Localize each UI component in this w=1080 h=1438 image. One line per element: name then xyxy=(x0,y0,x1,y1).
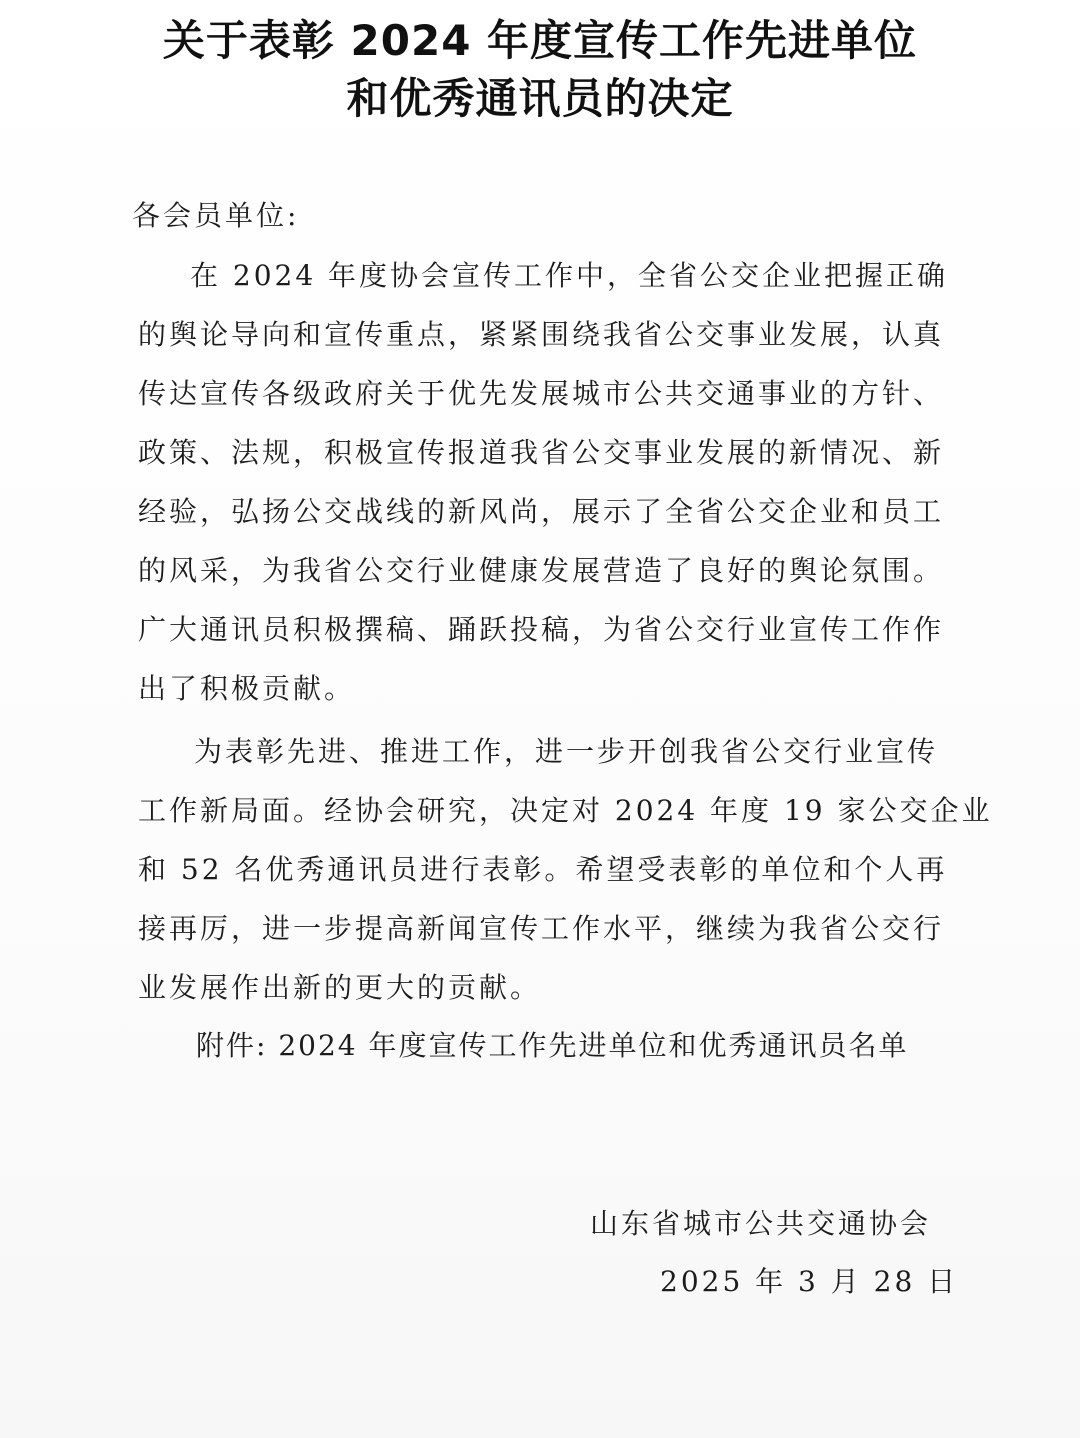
paragraph-2-line-1: 为表彰先进、推进工作，进一步开创我省公交行业宣传 xyxy=(194,735,939,768)
paragraph-1-line-4: 政策、法规，积极宣传报道我省公交事业发展的新情况、新 xyxy=(138,436,945,469)
paragraph-2-line-3: 和 52 名优秀通讯员进行表彰。希望受表彰的单位和个人再 xyxy=(138,853,948,886)
salutation: 各会员单位: xyxy=(132,199,300,232)
paragraph-1-line-2: 的舆论导向和宣传重点，紧紧围绕我省公交事业发展，认真 xyxy=(138,318,945,351)
document-title-line-2: 和优秀通讯员的决定 xyxy=(346,74,734,123)
paragraph-1-line-5: 经验，弘扬公交战线的新风尚，展示了全省公交企业和员工 xyxy=(138,495,945,528)
paragraph-2-line-2: 工作新局面。经协会研究，决定对 2024 年度 19 家公交企业 xyxy=(138,794,993,827)
paragraph-2-line-5: 业发展作出新的更大的贡献。 xyxy=(138,971,542,1004)
paragraph-2-line-4: 接再厉，进一步提高新闻宣传工作水平，继续为我省公交行 xyxy=(138,912,945,945)
document-title-line-1: 关于表彰 2024 年度宣传工作先进单位 xyxy=(162,16,918,65)
paragraph-1-line-8: 出了积极贡献。 xyxy=(138,672,356,705)
signature-organization: 山东省城市公共交通协会 xyxy=(590,1207,932,1240)
paragraph-1-line-1: 在 2024 年度协会宣传工作中，全省公交企业把握正确 xyxy=(190,259,949,292)
attachment-note: 附件: 2024 年度宣传工作先进单位和优秀通讯员名单 xyxy=(196,1029,909,1062)
signature-date: 2025 年 3 月 28 日 xyxy=(660,1265,959,1298)
paragraph-1-line-7: 广大通讯员积极撰稿、踊跃投稿，为省公交行业宣传工作作 xyxy=(138,613,945,646)
paragraph-1-line-6: 的风采，为我省公交行业健康发展营造了良好的舆论氛围。 xyxy=(138,554,945,587)
paragraph-1-line-3: 传达宣传各级政府关于优先发展城市公共交通事业的方针、 xyxy=(138,377,945,410)
